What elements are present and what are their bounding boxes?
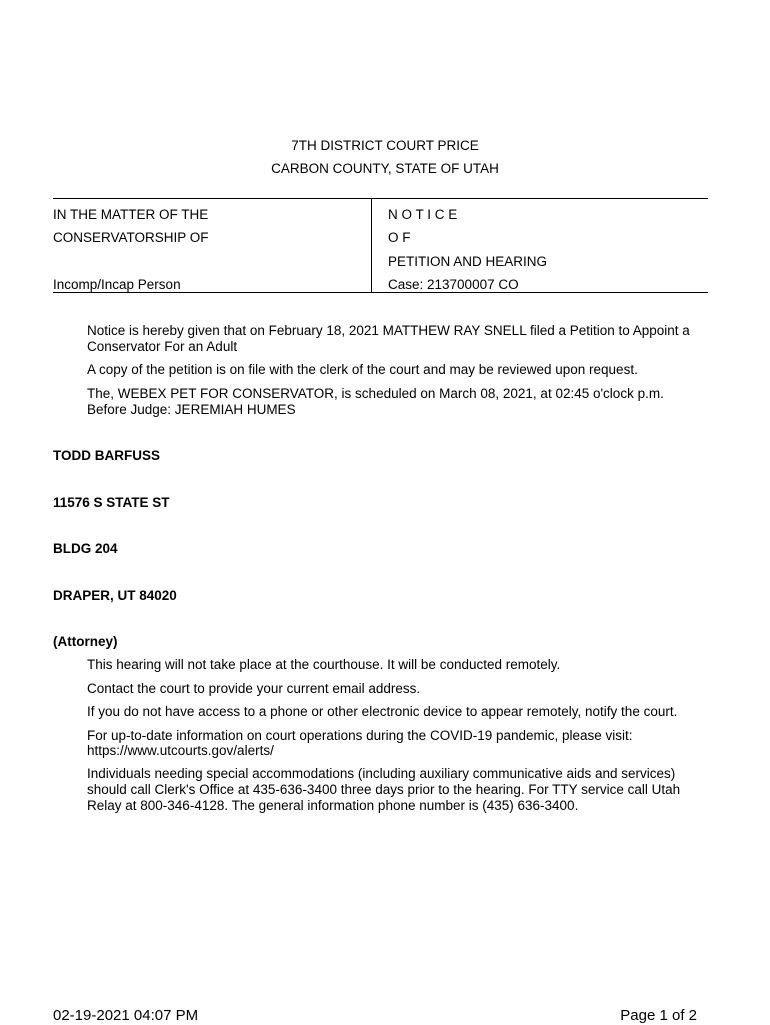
county-state: CARBON COUNTY, STATE OF UTAH bbox=[271, 161, 499, 176]
notice-heading: N O T I C E bbox=[388, 207, 458, 222]
accommodations-notice: Individuals needing special accommodations (including auxiliary communicative aids and services) should call Clerk's Office at 435-636-3400 three days prior to the hearing. For TTY service call Utah Relay at 800-346-4128. The general information phone number is (435) 636-3400. bbox=[87, 766, 681, 813]
attorney-building: BLDG 204 bbox=[53, 541, 118, 556]
covid-notice: For up-to-date information on court operations during the COVID-19 pandemic, please visit: bbox=[87, 728, 633, 743]
alerts-link[interactable]: https://www.utcourts.gov/alerts/ bbox=[87, 743, 274, 758]
attorney-role: (Attorney) bbox=[53, 634, 118, 649]
caption-divider bbox=[371, 198, 372, 293]
case-number: Case: 213700007 CO bbox=[388, 277, 519, 292]
attorney-name: TODD BARFUSS bbox=[53, 448, 161, 463]
page-number: Page 1 of 2 bbox=[620, 1007, 697, 1024]
person-type: Incomp/Incap Person bbox=[53, 277, 181, 292]
notice-paragraph: Notice is hereby given that on February 18, 2021 MATTHEW RAY SNELL filed a Petition to Appoint a Conservator For an Adult bbox=[87, 323, 690, 354]
caption-top-rule bbox=[53, 198, 708, 199]
copy-paragraph: A copy of the petition is on file with the clerk of the court and may be reviewed upon request. bbox=[87, 362, 638, 377]
remote-notice: This hearing will not take place at the courthouse. It will be conducted remotely. bbox=[87, 657, 561, 672]
footer-timestamp: 02-19-2021 04:07 PM bbox=[53, 1007, 199, 1024]
device-notice: If you do not have access to a phone or other electronic device to appear remotely, notify the court. bbox=[87, 704, 678, 719]
judge-line: Before Judge: JEREMIAH HUMES bbox=[87, 402, 296, 417]
matter-line-1: IN THE MATTER OF THE bbox=[53, 207, 209, 222]
attorney-city: DRAPER, UT 84020 bbox=[53, 588, 177, 603]
court-name: 7TH DISTRICT COURT PRICE bbox=[291, 138, 479, 153]
notice-of: O F bbox=[388, 230, 411, 245]
matter-line-2: CONSERVATORSHIP OF bbox=[53, 230, 209, 245]
email-notice: Contact the court to provide your current email address. bbox=[87, 681, 421, 696]
schedule-line: The, WEBEX PET FOR CONSERVATOR, is scheduled on March 08, 2021, at 02:45 o'clock p.m. bbox=[87, 386, 664, 401]
attorney-street: 11576 S STATE ST bbox=[53, 495, 170, 510]
petition-hearing: PETITION AND HEARING bbox=[388, 254, 548, 269]
